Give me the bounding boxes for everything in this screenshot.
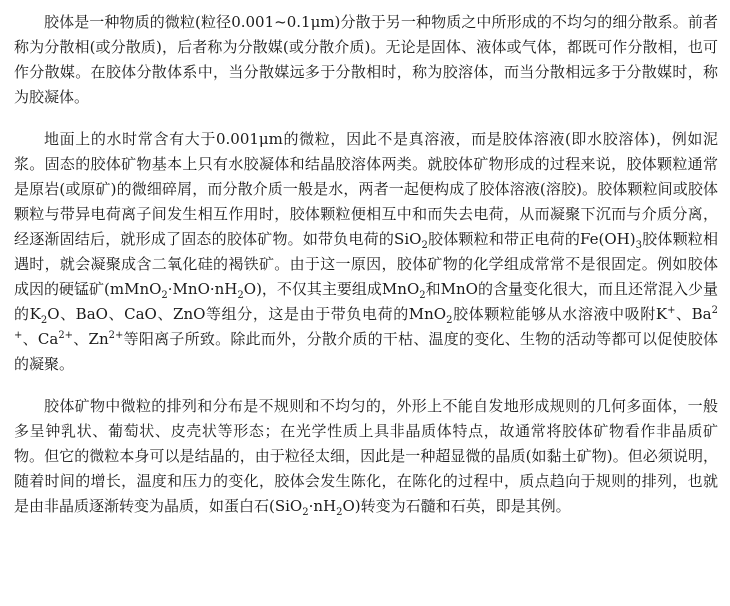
subscript: 2	[446, 315, 453, 326]
text-run: 、Zn	[73, 330, 109, 348]
text-run: 和MnO的含量变化很大，而且还常混入少量的K	[14, 280, 718, 323]
paragraph-colloid-definition	[14, 10, 718, 110]
text-run: 胶体是一种物质的微粒(粒径0.001~0.1μm)分散于另一种物质之中所形成的不均匀的细分散系。前者称为分散相(或分散质)，后者称为分散媒(或分散介质)。无论是固体、液体或气体，都既可作分散相，也可作分散媒。在胶体分散体系中，当分散媒远多于分散相时，称为胶溶体，而当分散相远多于分散媒时，称为胶凝体。	[14, 13, 718, 106]
text-run: ·nH	[308, 497, 337, 515]
text-run: ·MnO·nH	[167, 280, 238, 298]
paragraph-colloid-minerals-formation	[14, 127, 718, 377]
text-run: O)转变为石髓和石英，即是其例。	[342, 497, 571, 515]
subscript: 2	[237, 290, 244, 301]
subscript: 2	[302, 507, 309, 518]
subscript: 2	[40, 315, 48, 326]
subscript: 2	[161, 290, 168, 301]
text-run: 、Ca	[22, 330, 59, 348]
paragraph-colloid-structure	[14, 394, 718, 519]
subscript: 2	[336, 507, 343, 518]
superscript: 2+	[108, 330, 124, 341]
text-run: O)，不仅其主要组成MnO	[243, 280, 420, 298]
text-run: O、BaO、CaO、ZnO等组分，这是由于带负电荷的MnO	[47, 305, 447, 323]
text-run: 胶体矿物中微粒的排列和分布是不规则和不均匀的，外形上不能自发地形成规则的几何多面体，一般多呈钟乳状、葡萄状、皮壳状等形态；在光学性质上具非晶质体特点，故通常将胶体矿物看作非晶质矿物。但它的微粒本身可以是结晶的，由于粒径太细，因此是一种超显微的晶质(如黏土矿物)。但必须说明，随着时间的增长，温度和压力的变化，胶体会发生陈化，在陈化的过程中，质点趋向于规则的排列，也就是由非晶质逐渐转变为晶质，如蛋白石(SiO	[14, 397, 718, 515]
superscript: +	[667, 305, 676, 316]
subscript: 3	[635, 240, 642, 251]
text-run: 胶体颗粒相遇时，就会凝聚成含二氧化硅的褐铁矿。由于这一原因，胶体矿物的化学组成常常不是很固定。例如胶体成因的硬锰矿(mMnO	[14, 230, 718, 298]
text-run: 、Ba	[675, 305, 712, 323]
subscript: 2	[421, 240, 428, 251]
text-run: 胶体颗粒和带正电荷的Fe(OH)	[427, 230, 636, 248]
text-run: 地面上的水时常含有大于0.001μm的微粒，因此不是真溶液，而是胶体溶液(即水胶溶体)，例如泥浆。固态的胶体矿物基本上只有水胶凝体和结晶胶溶体两类。就胶体矿物形成的过程来说，胶体颗粒通常是原岩(或原矿)的微细碎屑，而分散介质一般是水，两者一起便构成了胶体溶液(溶胶)。胶体颗粒间或胶体颗粒与带异电荷离子间发生相互作用时，胶体颗粒便相互中和而失去电荷，从而凝聚下沉而与介质分离，经逐渐固结后，就形成了固态的胶体矿物。如带负电荷的SiO	[14, 130, 718, 248]
text-run: 胶体颗粒能够从水溶液中吸附K	[452, 305, 668, 323]
text-run: 等阳离子所致。除此而外，分散介质的干枯、温度的变化、生物的活动等都可以促使胶体的凝聚。	[14, 330, 718, 373]
subscript: 2	[419, 290, 426, 301]
superscript: 2+	[14, 305, 718, 341]
superscript: 2+	[58, 330, 74, 341]
